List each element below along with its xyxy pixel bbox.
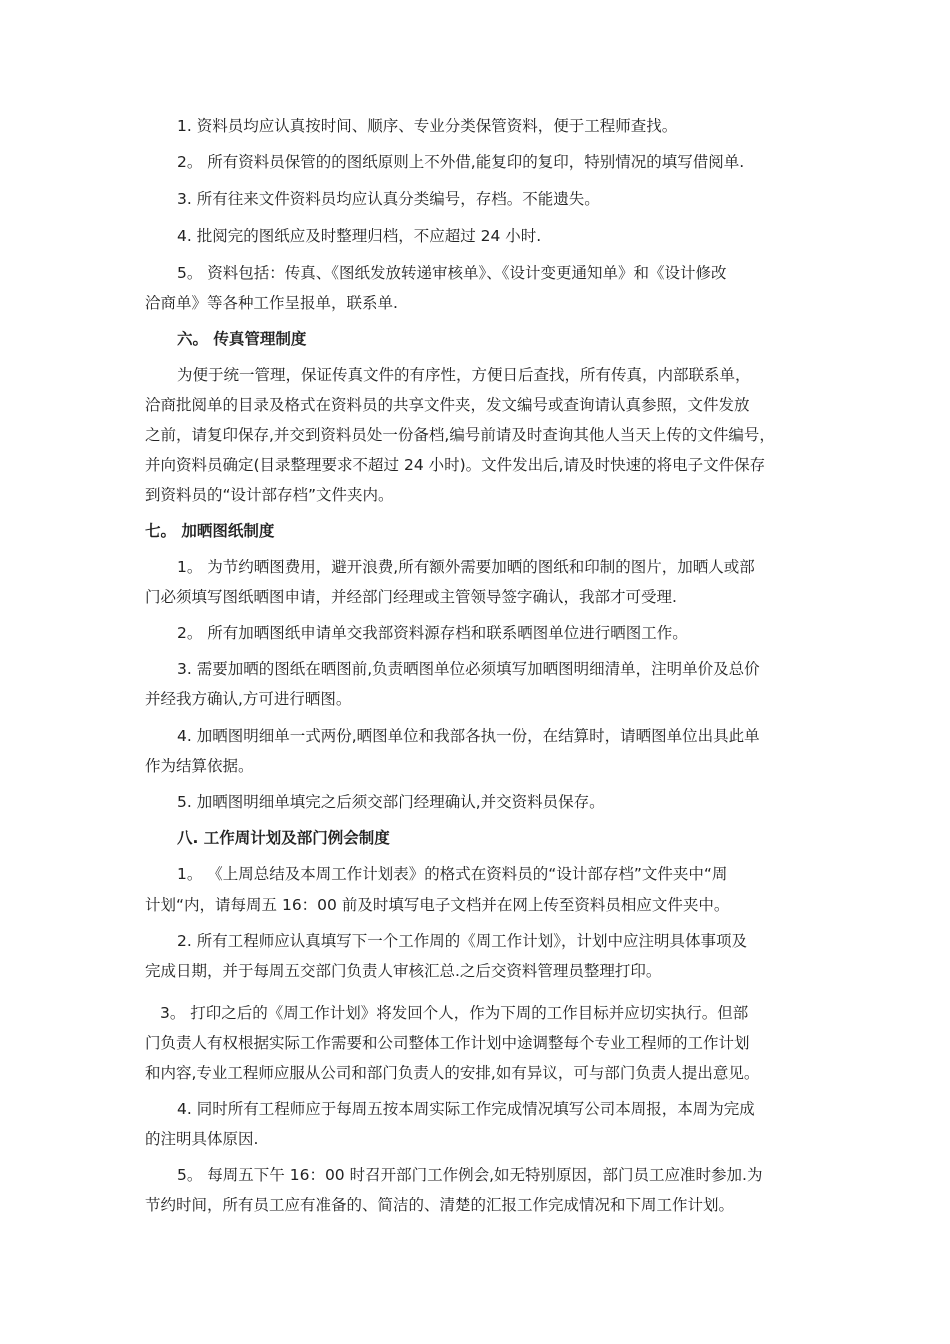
section-8-item-5-line: 5。 每周五下午 16：00 时召开部门工作例会,如无特别原因，部门员工应准时参加.为	[177, 1166, 763, 1184]
section-6-line: 并向资料员确定(目录整理要求不超过 24 小时)。文件发出后,请及时快速的将电子文件保存	[145, 456, 766, 474]
section-7-item-4-line: 作为结算依据。	[145, 757, 254, 775]
section-8-item-3-line: 和内容,专业工程师应服从公司和部门负责人的安排,如有异议，可与部门负责人提出意见。	[145, 1064, 760, 1082]
section-8-item-3-line: 门负责人有权根据实际工作需要和公司整体工作计划中途调整每个专业工程师的工作计划	[145, 1034, 750, 1052]
section-7-item-4-line: 4. 加晒图明细单一式两份,晒图单位和我部各执一份，在结算时，请晒图单位出具此单	[177, 727, 760, 745]
section-8-item-5-line: 节约时间，所有员工应有准备的、简洁的、清楚的汇报工作完成情况和下周工作计划。	[145, 1196, 735, 1214]
section-8-item-2-line: 完成日期，并于每周五交部门负责人审核汇总.之后交资料管理员整理打印。	[145, 962, 662, 980]
section-7-item-2: 2。 所有加晒图纸申请单交我部资料源存档和联系晒图单位进行晒图工作。	[177, 624, 688, 642]
section-6-heading: 六。 传真管理制度	[177, 330, 307, 348]
section-8-item-4-line: 4. 同时所有工程师应于每周五按本周实际工作完成情况填写公司本周报，本周为完成	[177, 1100, 755, 1118]
section-6-line: 之前，请复印保存,并交到资料员处一份备档,编号前请及时查询其他人当天上传的文件编号，	[145, 426, 775, 444]
section-7-item-1-line: 1。 为节约晒图费用，避开浪费,所有额外需要加晒的图纸和印制的图片，加晒人或部	[177, 558, 755, 576]
section-7-item-3-line: 并经我方确认,方可进行晒图。	[145, 690, 352, 708]
section-6-line: 洽商批阅单的目录及格式在资料员的共享文件夹，发文编号或查询请认真参照，文件发放	[145, 396, 750, 414]
section-6-line: 到资料员的“设计部存档”文件夹内。	[145, 486, 394, 504]
section-7-heading: 七。 加晒图纸制度	[145, 522, 275, 540]
section-6-line: 为便于统一管理，保证传真文件的有序性，方便日后查找，所有传真，内部联系单，	[177, 366, 751, 384]
archive-rule-3: 3. 所有往来文件资料员均应认真分类编号，存档。不能遗失。	[177, 190, 600, 208]
section-7-item-5: 5. 加晒图明细单填完之后须交部门经理确认,并交资料员保存。	[177, 793, 605, 811]
section-7-item-3-line: 3. 需要加晒的图纸在晒图前,负责晒图单位必须填写加晒图明细清单，注明单价及总价	[177, 660, 760, 678]
archive-rule-5-line-1: 5。 资料包括：传真、《图纸发放转递审核单》、《设计变更通知单》和《设计修改	[177, 264, 727, 282]
section-8-item-1-line: 1。 《上周总结及本周工作计划表》的格式在资料员的“设计部存档”文件夹中“周	[177, 865, 728, 883]
section-8-heading: 八. 工作周计划及部门例会制度	[177, 829, 390, 847]
section-8-item-3-line: 3。 打印之后的《周工作计划》将发回个人，作为下周的工作目标并应切实执行。但部	[160, 1004, 749, 1022]
archive-rule-1: 1. 资料员均应认真按时间、顺序、专业分类保管资料，便于工程师查找。	[177, 117, 678, 135]
section-7-item-1-line: 门必须填写图纸晒图申请，并经部门经理或主管领导签字确认，我部才可受理.	[145, 588, 677, 606]
section-8-item-4-line: 的注明具体原因.	[145, 1130, 259, 1148]
section-8-item-2-line: 2. 所有工程师应认真填写下一个工作周的《周工作计划》，计划中应注明具体事项及	[177, 932, 747, 950]
archive-rule-2: 2。 所有资料员保管的的图纸原则上不外借,能复印的复印，特别情况的填写借阅单.	[177, 153, 745, 171]
section-8-item-1-line: 计划“内，请每周五 16：00 前及时填写电子文档并在网上传至资料员相应文件夹中。	[145, 896, 730, 914]
archive-rule-4: 4. 批阅完的图纸应及时整理归档，不应超过 24 小时.	[177, 227, 542, 245]
archive-rule-5-line-2: 洽商单》等各种工作呈报单，联系单.	[145, 294, 398, 312]
